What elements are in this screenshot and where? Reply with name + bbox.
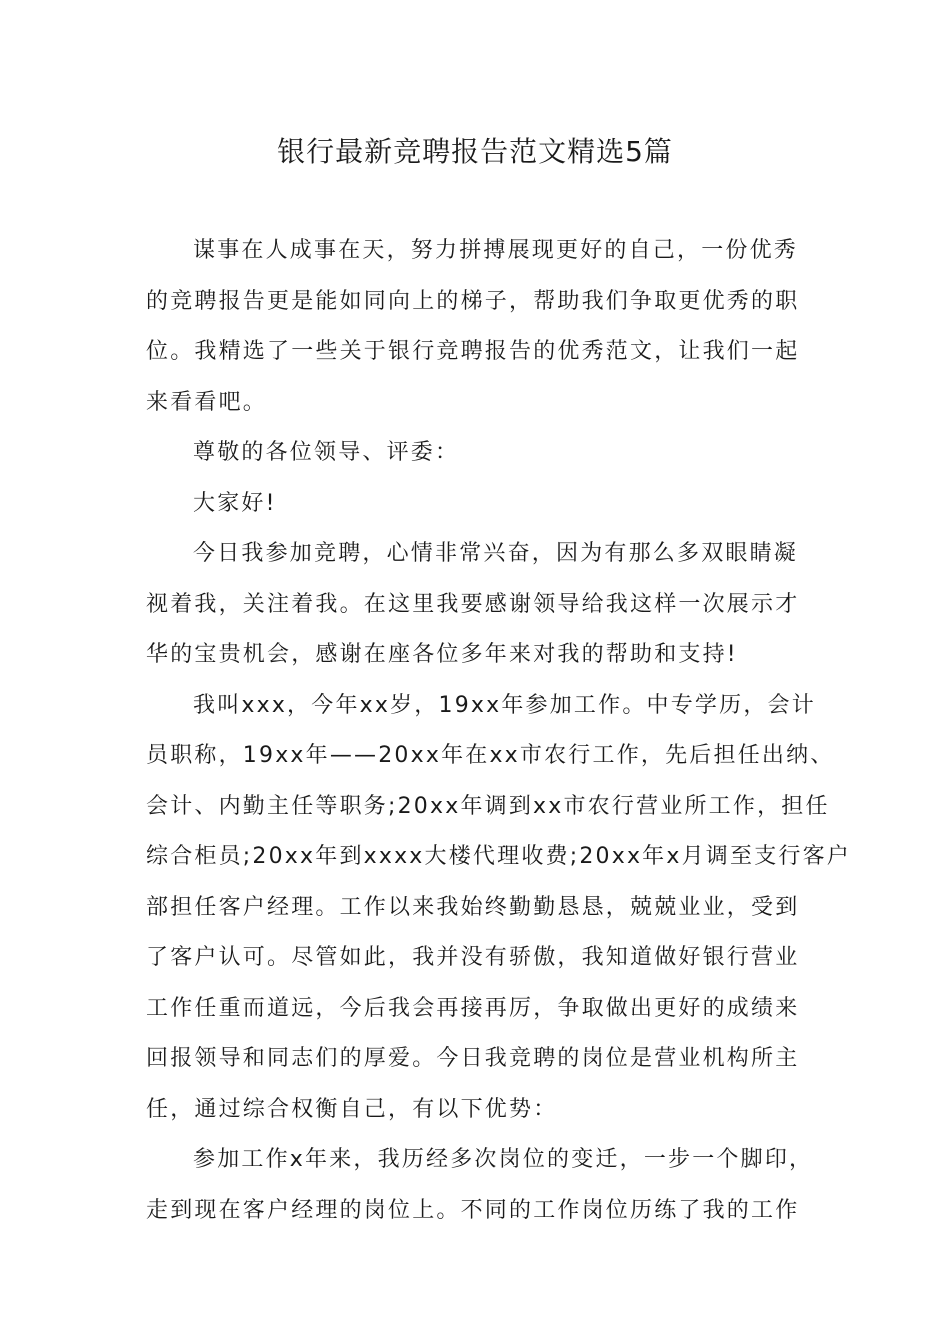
text-line: 来看看吧。: [146, 389, 268, 415]
text-line: 回报领导和同志们的厚爱。今日我竞聘的岗位是营业机构所主: [146, 1046, 800, 1071]
text-line: 尊敬的各位领导、评委：: [193, 440, 460, 465]
paragraph-thanks: [146, 529, 818, 681]
text-line: 位。我精选了一些关于银行竞聘报告的优秀范文，让我们一起: [146, 339, 800, 364]
document-body: [146, 226, 851, 1236]
text-line: 大家好!: [193, 490, 277, 516]
text-line: 走到现在客户经理的岗位上。不同的工作岗位历练了我的工作: [146, 1197, 800, 1223]
text-line: 我叫xxx，今年xx岁，19xx年参加工作。中专学历，会计: [193, 692, 816, 718]
paragraph-intro: [146, 226, 818, 428]
text-line: 视着我，关注着我。在这里我要感谢领导给我这样一次展示才: [146, 591, 800, 617]
text-line: 综合柜员;20xx年到xxxx大楼代理收费;20xx年x月调至支行客户: [146, 844, 851, 869]
text-line: 工作任重而道远，今后我会再接再厉，争取做出更好的成绩来: [146, 995, 800, 1021]
text-line: 部担任客户经理。工作以来我始终勤勤恳恳，兢兢业业，受到: [146, 894, 800, 920]
paragraph-greeting: [146, 479, 818, 530]
paragraph-experience: [146, 1135, 818, 1236]
text-line: 任，通过综合权衡自己，有以下优势：: [146, 1096, 558, 1122]
paragraph-salutation: [146, 428, 818, 479]
text-line: 华的宝贵机会，感谢在座各位多年来对我的帮助和支持!: [146, 642, 738, 667]
text-line: 了客户认可。尽管如此，我并没有骄傲，我知道做好银行营业: [146, 945, 800, 970]
text-line: 谋事在人成事在天，努力拼搏展现更好的自己，一份优秀: [193, 238, 799, 263]
text-line: 参加工作x年来，我历经多次岗位的变迁，一步一个脚印，: [193, 1147, 814, 1172]
document-title: 银行最新竞聘报告范文精选5篇: [277, 135, 673, 168]
text-line: 员职称，19xx年——20xx年在xx市农行工作，先后担任出纳、: [146, 743, 835, 768]
text-line: 今日我参加竞聘，心情非常兴奋，因为有那么多双眼睛凝: [193, 541, 799, 566]
text-line: 会计、内勤主任等职务;20xx年调到xx市农行营业所工作，担任: [146, 793, 830, 819]
text-line: 的竞聘报告更是能如同向上的梯子，帮助我们争取更优秀的职: [146, 288, 800, 314]
paragraph-self-introduction: [146, 681, 851, 1136]
